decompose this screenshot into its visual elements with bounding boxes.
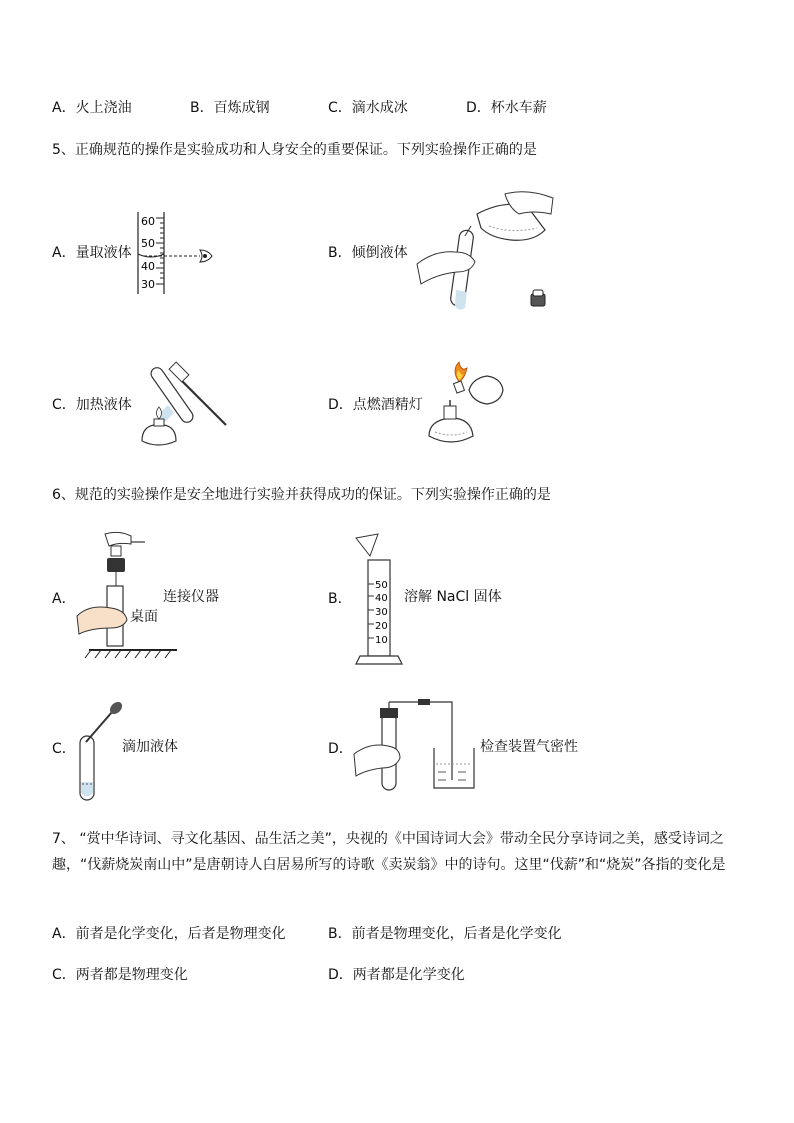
graduated-cylinder-reading-figure: [130, 208, 225, 298]
scale-label-30: 30: [141, 278, 155, 291]
connecting-apparatus-figure: [75, 528, 185, 663]
q6-option-c-caption: 滴加液体: [122, 739, 178, 755]
cyl-scale-20: 20: [375, 621, 388, 632]
q5-option-b-label: B．倾倒液体: [328, 245, 408, 261]
q7-option-c: C．两者都是物理变化: [52, 967, 188, 983]
dissolving-in-cylinder-figure: [350, 530, 410, 670]
lighting-alcohol-lamp-figure: [425, 360, 515, 450]
q7-option-a: A．前者是化学变化，后者是物理变化: [52, 926, 286, 942]
q5-stem: 5、正确规范的操作是实验成功和人身安全的重要保证。下列实验操作正确的是: [52, 142, 537, 158]
q4-option-d: D．杯水车薪: [466, 100, 547, 116]
cyl-scale-50: 50: [375, 580, 388, 591]
q6-option-a-caption: 连接仪器: [163, 589, 219, 605]
q7-stem: 7、 “赏中华诗词、寻文化基因、品生活之美”，央视的《中国诗词大会》带动全民分享诗词之美，感受诗词之趣，“伐薪烧炭南山中”是唐朝诗人白居易所写的诗歌《卖炭翁》中的诗句。这里“伐薪”和“烧炭”各指的变化是: [52, 831, 726, 873]
q6-option-a-label: A．: [52, 591, 76, 607]
q5-option-c-label: C．加热液体: [52, 397, 132, 413]
cyl-scale-10: 10: [375, 635, 388, 646]
q6-option-d-label: D．: [328, 741, 353, 757]
q5-option-d-label: D．点燃酒精灯: [328, 397, 423, 413]
q6-option-b-caption: 溶解 NaCl 固体: [404, 589, 502, 605]
cyl-scale-40: 40: [375, 593, 388, 604]
dropping-liquid-figure: [72, 700, 132, 805]
heating-liquid-figure: [136, 355, 236, 455]
q4-option-b: B．百炼成钢: [190, 100, 270, 116]
q7-option-d: D．两者都是化学变化: [328, 967, 465, 983]
q4-option-a: A．火上浇油: [52, 100, 132, 116]
desk-label: 桌面: [130, 609, 158, 625]
cyl-scale-30: 30: [375, 607, 388, 618]
q6-option-d-caption: 检查装置气密性: [480, 739, 578, 755]
q4-option-c: C．滴水成冰: [328, 100, 408, 116]
scale-label-60: 60: [141, 215, 155, 228]
scale-label-50: 50: [141, 237, 155, 250]
scale-label-40: 40: [141, 260, 155, 273]
q6-option-c-label: C．: [52, 741, 76, 757]
q5-option-a-label: A．量取液体: [52, 245, 132, 261]
q6-stem: 6、规范的实验操作是安全地进行实验并获得成功的保证。下列实验操作正确的是: [52, 487, 551, 503]
airtightness-check-figure: [352, 696, 482, 796]
pouring-liquid-figure: [415, 190, 565, 320]
q6-option-b-label: B．: [328, 591, 352, 607]
q7-option-b: B．前者是物理变化，后者是化学变化: [328, 926, 562, 942]
